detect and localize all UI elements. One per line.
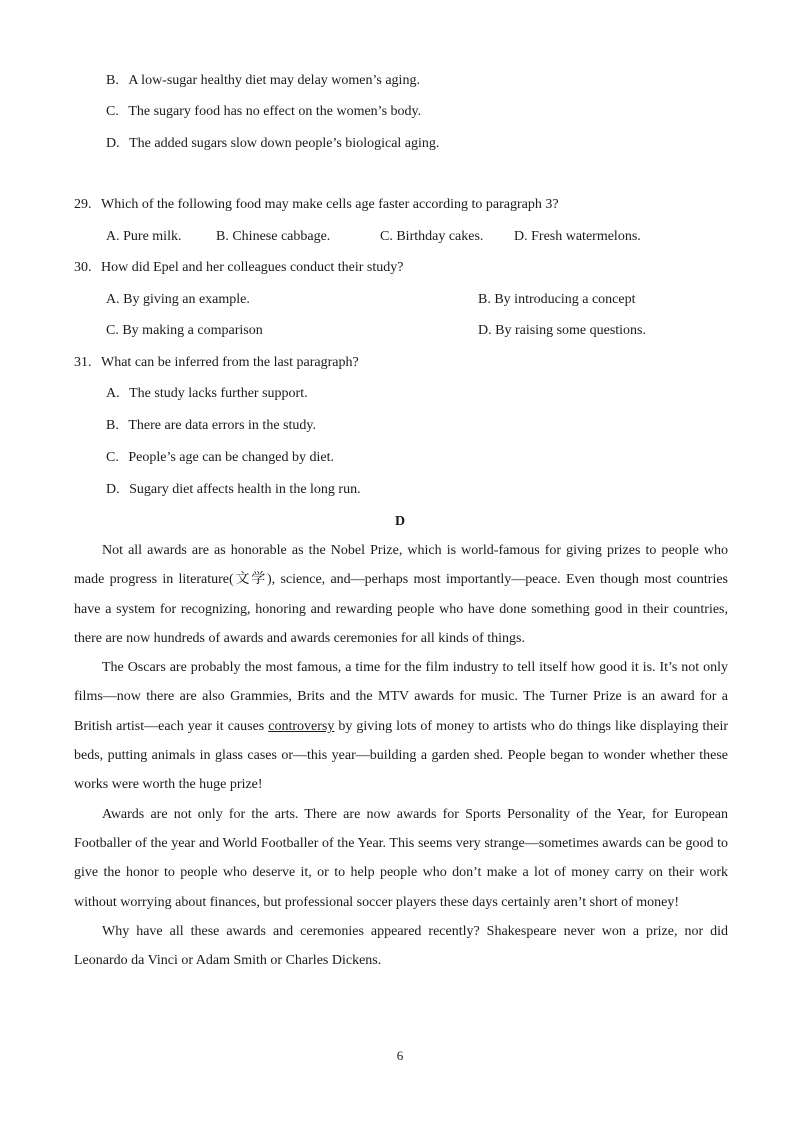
option-text: Birthday cakes.	[396, 229, 484, 244]
paragraph-text: by giving lots of money to artists who do things like displaying their beds, putting animals in glass cases or—this year—building a garden shed. People began to wonder whether these works were worth the huge prize!	[74, 718, 728, 793]
option-letter: B.	[106, 73, 119, 88]
question-number: 31.	[74, 355, 92, 370]
option-letter: D.	[514, 229, 528, 244]
option-text: People’s age can be changed by diet.	[128, 450, 334, 465]
option-letter: A.	[106, 229, 120, 244]
q31-option-b[interactable]	[106, 418, 316, 434]
underlined-word: controversy	[268, 718, 335, 734]
option-text: The study lacks further support.	[129, 386, 308, 401]
q30-option-a[interactable]	[106, 292, 250, 308]
q28-option-b[interactable]	[106, 73, 420, 89]
option-letter: A.	[106, 292, 120, 307]
option-letter: C.	[106, 104, 119, 119]
option-text: By introducing a concept	[494, 292, 636, 307]
option-text: Fresh watermelons.	[531, 229, 641, 244]
question-number: 30.	[74, 260, 92, 275]
passage-paragraph-4: Why have all these awards and ceremonies appeared recently? Shakespeare never won a prize, nor did Leonardo da Vinci or Adam Smith or Charles Dickens.	[74, 923, 728, 969]
q29-option-d[interactable]	[514, 229, 641, 245]
option-letter: B.	[216, 229, 229, 244]
option-letter: D.	[478, 323, 492, 338]
option-text: The sugary food has no effect on the women’s body.	[128, 104, 422, 119]
option-text: The added sugars slow down people’s biological aging.	[129, 136, 440, 151]
option-letter: D.	[106, 136, 120, 151]
option-text: By making a comparison	[122, 323, 263, 338]
passage-paragraph-3: Awards are not only for the arts. There are now awards for Sports Personality of the Year, for European Footballer of the year and World Footballer of the Year. This seems very strange—sometimes awards can be good to give the honor to people who deserve it, or to help people who don’t make a lot of money carry on their work without worrying about finances, but professional soccer players these days certainly aren’t short of money!	[74, 806, 728, 910]
option-text: Pure milk.	[123, 229, 182, 244]
page-number: 6	[396, 1048, 404, 1063]
q29-option-b[interactable]	[216, 229, 330, 245]
question-number: 29.	[74, 197, 92, 212]
q28-option-d[interactable]	[106, 136, 439, 152]
q31-stem	[74, 355, 359, 371]
paragraph-text: The Oscars are probably the most famous, a time for the film industry to tell itself how good it is. It’s not only films—now there are also Grammies, Brits and the MTV awards for music. The Turner Prize is an award for a British artist—each year it causes	[74, 660, 728, 734]
q31-option-d[interactable]	[106, 482, 361, 498]
option-letter: C.	[380, 229, 393, 244]
option-text: Sugary diet affects health in the long run.	[129, 482, 361, 497]
q29-stem	[74, 197, 559, 213]
option-letter: B.	[106, 418, 119, 433]
option-letter: C.	[106, 323, 119, 338]
question-text: How did Epel and her colleagues conduct their study?	[101, 260, 404, 275]
q30-option-d[interactable]	[478, 323, 646, 339]
q28-option-c[interactable]	[106, 104, 421, 120]
option-letter: C.	[106, 450, 119, 465]
q30-stem	[74, 260, 403, 276]
option-letter: B.	[478, 292, 491, 307]
option-text: A low-sugar healthy diet may delay women’s aging.	[128, 73, 420, 88]
reading-passage	[74, 536, 728, 975]
q29-option-c[interactable]	[380, 229, 483, 245]
q31-option-a[interactable]	[106, 386, 308, 402]
q30-option-b[interactable]	[478, 292, 635, 308]
q30-option-c[interactable]	[106, 323, 263, 339]
option-text: By raising some questions.	[495, 323, 647, 338]
option-letter: D.	[106, 482, 120, 497]
q31-option-c[interactable]	[106, 450, 334, 466]
passage-paragraph-1: Not all awards are as honorable as the Nobel Prize, which is world-famous for giving prizes to people who made progress in literature(文学), science, and—perhaps most importantly—peace. Even though most countries have a system for recognizing, honoring and rewarding people who have done something good in their countries, there are now hundreds of awards and awards ceremonies for all kinds of things.	[74, 543, 728, 646]
question-text: Which of the following food may make cells age faster according to paragraph 3?	[101, 197, 559, 212]
option-letter: A.	[106, 386, 120, 401]
question-text: What can be inferred from the last paragraph?	[101, 355, 359, 370]
option-text: There are data errors in the study.	[128, 418, 316, 433]
option-text: Chinese cabbage.	[232, 229, 331, 244]
option-text: By giving an example.	[123, 292, 250, 307]
section-heading: D	[394, 514, 406, 529]
passage-paragraph-2	[74, 653, 728, 799]
q29-option-a[interactable]	[106, 229, 181, 245]
